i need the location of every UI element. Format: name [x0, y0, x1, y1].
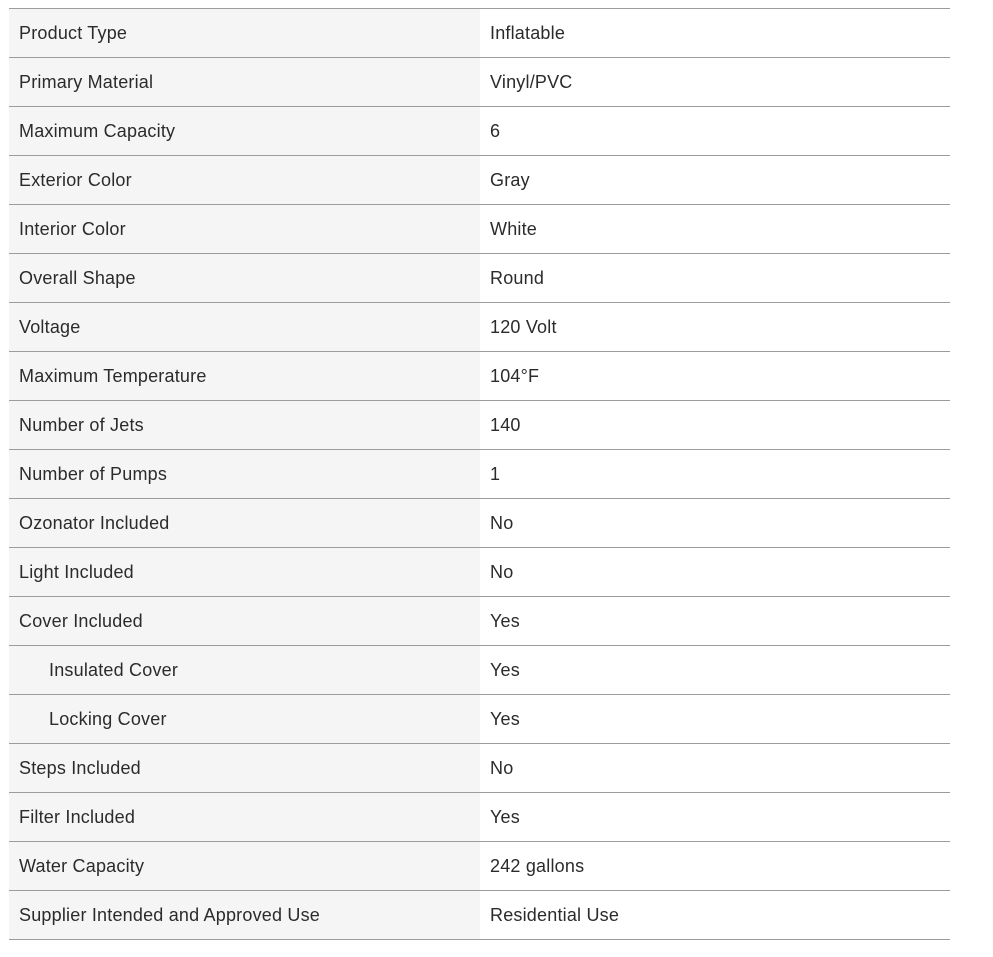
spec-value: No: [480, 548, 950, 596]
spec-row: [9, 793, 950, 842]
spec-row: [9, 597, 950, 646]
spec-value: Yes: [480, 597, 950, 645]
spec-label: Voltage: [9, 303, 480, 351]
spec-row-sub: [9, 646, 950, 695]
spec-row: [9, 156, 950, 205]
spec-label: Filter Included: [9, 793, 480, 841]
spec-value: Yes: [480, 793, 950, 841]
spec-row: [9, 58, 950, 107]
spec-row: [9, 303, 950, 352]
spec-value: Yes: [480, 646, 950, 694]
spec-value: Round: [480, 254, 950, 302]
spec-row: [9, 744, 950, 793]
spec-label: Insulated Cover: [9, 646, 480, 694]
spec-value: 1: [480, 450, 950, 498]
spec-row: [9, 548, 950, 597]
spec-label: Interior Color: [9, 205, 480, 253]
spec-value: Residential Use: [480, 891, 950, 939]
spec-label: Supplier Intended and Approved Use: [9, 891, 480, 939]
spec-value: 120 Volt: [480, 303, 950, 351]
spec-value: Inflatable: [480, 9, 950, 57]
spec-label: Maximum Capacity: [9, 107, 480, 155]
spec-value: 104°F: [480, 352, 950, 400]
spec-label: Primary Material: [9, 58, 480, 106]
spec-label: Product Type: [9, 9, 480, 57]
spec-label: Overall Shape: [9, 254, 480, 302]
spec-row: [9, 842, 950, 891]
spec-label: Number of Jets: [9, 401, 480, 449]
spec-row: [9, 401, 950, 450]
spec-value: White: [480, 205, 950, 253]
specifications-table: [9, 8, 950, 940]
spec-value: Yes: [480, 695, 950, 743]
spec-value: 140: [480, 401, 950, 449]
spec-label: Water Capacity: [9, 842, 480, 890]
spec-value: Vinyl/PVC: [480, 58, 950, 106]
spec-row: [9, 9, 950, 58]
spec-label: Steps Included: [9, 744, 480, 792]
spec-label: Ozonator Included: [9, 499, 480, 547]
spec-label: Light Included: [9, 548, 480, 596]
spec-row: [9, 254, 950, 303]
spec-row: [9, 499, 950, 548]
spec-label: Locking Cover: [9, 695, 480, 743]
spec-value: 242 gallons: [480, 842, 950, 890]
spec-label: Maximum Temperature: [9, 352, 480, 400]
spec-row: [9, 891, 950, 940]
spec-label: Number of Pumps: [9, 450, 480, 498]
spec-row: [9, 352, 950, 401]
spec-row: [9, 205, 950, 254]
spec-value: 6: [480, 107, 950, 155]
spec-label: Cover Included: [9, 597, 480, 645]
spec-value: No: [480, 499, 950, 547]
spec-row-sub: [9, 695, 950, 744]
spec-row: [9, 450, 950, 499]
spec-value: No: [480, 744, 950, 792]
spec-row: [9, 107, 950, 156]
spec-value: Gray: [480, 156, 950, 204]
spec-label: Exterior Color: [9, 156, 480, 204]
